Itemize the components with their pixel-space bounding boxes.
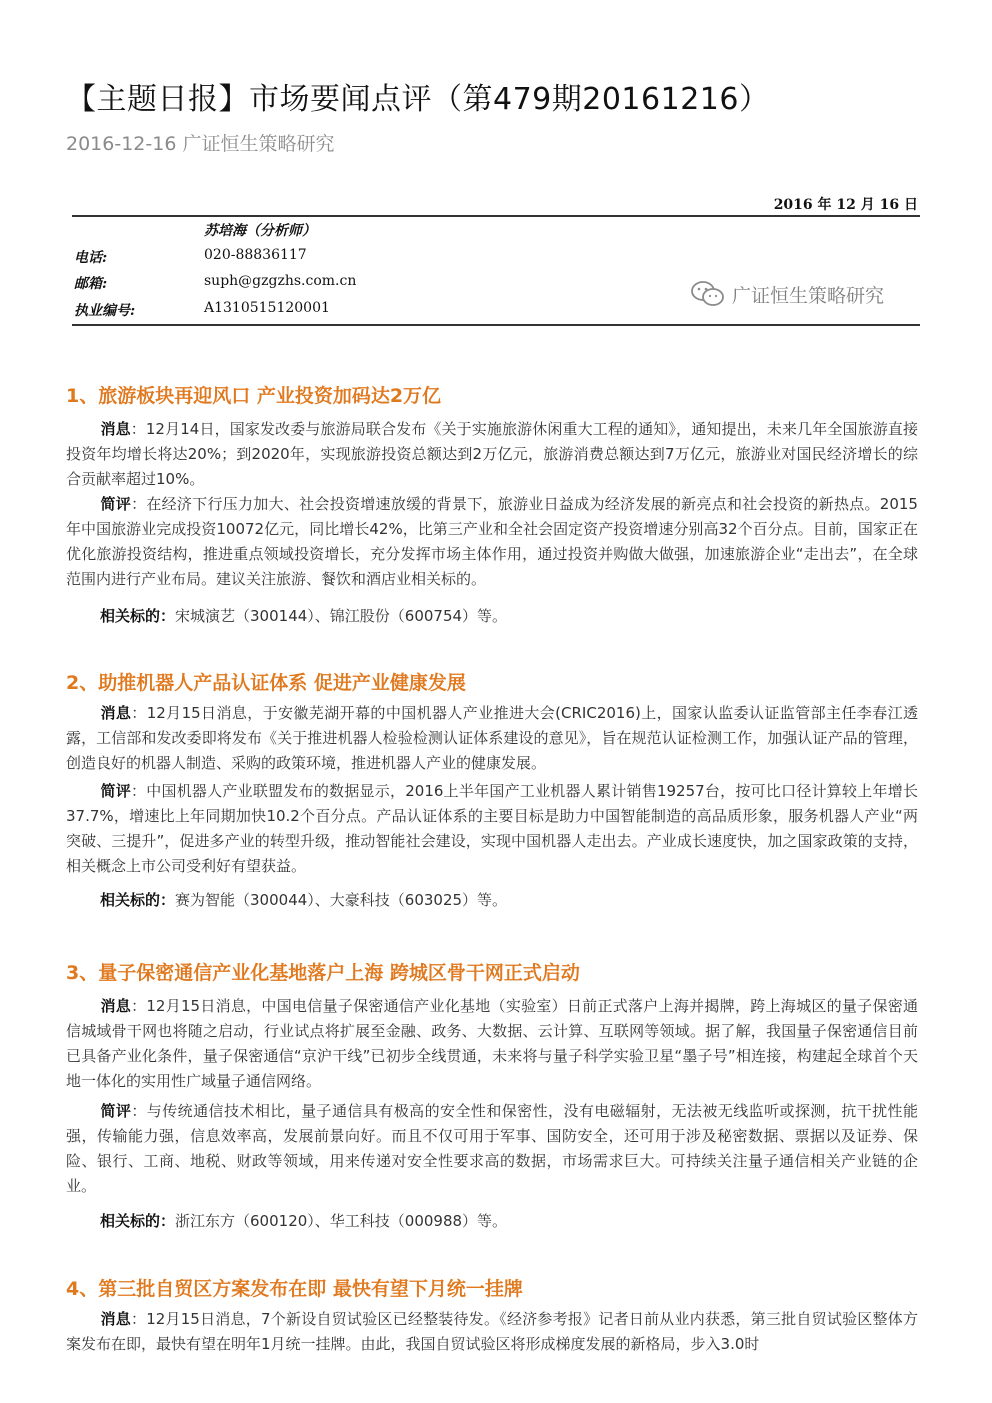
section-3-title: 3、量子保密通信产业化基地落户上海 跨城区骨干网正式启动 bbox=[66, 962, 580, 984]
section-1-related-text: 宋城演艺（300144）、锦江股份（600754）等。 bbox=[175, 607, 508, 625]
section-2-related bbox=[100, 889, 507, 910]
section-3-comment-label: 简评 bbox=[100, 1102, 132, 1120]
wechat-icon bbox=[690, 280, 726, 308]
section-4-news bbox=[66, 1307, 918, 1357]
header-top-rule bbox=[72, 215, 920, 217]
section-1-related bbox=[100, 605, 507, 626]
header-date: 2016 年 12 月 16 日 bbox=[773, 197, 918, 213]
section-2-related-text: 赛为智能（300044）、大豪科技（603025）等。 bbox=[175, 891, 508, 909]
section-2-comment-text: ：中国机器人产业联盟发布的数据显示，2016上半年国产工业机器人累计销售19257台，按可比口径计算较上年增长37.7%，增速比上年同期加快10.2个百分点。产品认证体系的主要目标是助力中国智能制造的高品质形象，服务机器人产业“两突破、三提升”，促进多产业的转型升级，推动智能社会建设，实现中国机器人走出去。产业成长速度快，加之国家政策的支持，相关概念上市公司受利好有望获益。 bbox=[66, 782, 918, 875]
email-value[interactable]: suph@gzgzhs.com.cn bbox=[204, 273, 357, 289]
phone-label: 电话: bbox=[74, 250, 108, 266]
section-3-news-label: 消息 bbox=[100, 997, 132, 1015]
email-label: 邮箱: bbox=[74, 276, 108, 292]
section-2-title: 2、助推机器人产品认证体系 促进产业健康发展 bbox=[66, 672, 466, 694]
section-3-news bbox=[66, 994, 918, 1094]
section-3-comment bbox=[66, 1099, 918, 1199]
section-2-news bbox=[66, 701, 918, 776]
section-1-news-text: ：12月14日，国家发改委与旅游局联合发布《关于实施旅游休闲重大工程的通知》，通知提出，未来几年全国旅游直接投资年均增长将达20%；到2020年，实现旅游投资总额达到2万亿元，旅游消费总额达到7万亿元，旅游业对国民经济增长的综合贡献率超过10%。 bbox=[66, 420, 918, 488]
section-2-comment-label: 简评 bbox=[100, 782, 131, 800]
analyst-name: 苏培海（分析师） bbox=[204, 223, 316, 239]
brand-text: 广证恒生策略研究 bbox=[732, 284, 885, 307]
section-3-related-text: 浙江东方（600120）、华工科技（000988）等。 bbox=[175, 1212, 508, 1230]
report-title: 【主题日报】市场要闻点评（第479期20161216） bbox=[66, 82, 770, 117]
section-4-news-label: 消息 bbox=[100, 1310, 131, 1328]
section-1-comment-label: 简评 bbox=[100, 495, 132, 513]
report-subtitle: 2016-12-16 广证恒生策略研究 bbox=[66, 133, 335, 155]
section-3-related-label: 相关标的： bbox=[100, 1212, 176, 1230]
section-1-comment-text: ：在经济下行压力加大、社会投资增速放缓的背景下，旅游业日益成为经济发展的新亮点和社会投资的新热点。2015年中国旅游业完成投资10072亿元，同比增长42%，比第三产业和全社会固定资产投资增速分别高32个百分点。目前，国家正在优化旅游投资结构，推进重点领域投资增长，充分发挥市场主体作用，通过投资并购做大做强，加速旅游企业“走出去”，在全球范围内进行产业布局。建议关注旅游、餐饮和酒店业相关标的。 bbox=[66, 495, 918, 588]
section-1-news-label: 消息 bbox=[100, 420, 131, 438]
license-label: 执业编号: bbox=[74, 303, 136, 319]
section-1-news bbox=[66, 417, 918, 492]
section-4-news-text: ：12月15日消息，7个新设自贸试验区已经整装待发。《经济参考报》记者日前从业内获悉，第三批自贸试验区整体方案发布在即，最快有望在明年1月统一挂牌。由此，我国自贸试验区将形成梯度发展的新格局，步入3.0时 bbox=[66, 1310, 918, 1353]
section-3-related bbox=[100, 1210, 507, 1231]
license-value: A1310515120001 bbox=[204, 300, 330, 316]
section-2-comment bbox=[66, 779, 918, 879]
section-2-related-label: 相关标的： bbox=[100, 891, 176, 909]
section-1-title: 1、旅游板块再迎风口 产业投资加码达2万亿 bbox=[66, 385, 442, 407]
brand-watermark bbox=[690, 278, 884, 310]
section-3-comment-text: ：与传统通信技术相比，量子通信具有极高的安全性和保密性，没有电磁辐射，无法被无线监听或探测，抗干扰性能强，传输能力强，信息效率高，发展前景向好。而且不仅可用于军事、国防安全，还可用于涉及秘密数据、票据以及证券、保险、银行、工商、地税、财政等领域，用来传递对安全性要求高的数据，市场需求巨大。可持续关注量子通信相关产业链的企业。 bbox=[66, 1102, 918, 1195]
section-2-news-text: ：12月15日消息，于安徽芜湖开幕的中国机器人产业推进大会(CRIC2016)上，国家认监委认证监管部主任李春江透露，工信部和发改委即将发布《关于推进机器人检验检测认证体系建设的意见》，旨在规范认证检测工作，加强认证产品的管理，创造良好的机器人制造、采购的政策环境，推进机器人产业的健康发展。 bbox=[66, 704, 918, 772]
section-1-comment bbox=[66, 492, 918, 592]
section-1-related-label: 相关标的： bbox=[100, 607, 176, 625]
section-3-news-text: ：12月15日消息，中国电信量子保密通信产业化基地（实验室）日前正式落户上海并揭牌，跨上海城区的量子保密通信城域骨干网也将随之启动，行业试点将扩展至金融、政务、大数据、云计算、互联网等领域。据了解，我国量子保密通信目前已具备产业化条件，量子保密通信“京沪干线”已初步全线贯通，未来将与量子科学实验卫星“墨子号”相连接，构建起全球首个天地一体化的实用性广域量子通信网络。 bbox=[66, 997, 918, 1090]
section-2-news-label: 消息 bbox=[100, 704, 132, 722]
phone-value: 020-88836117 bbox=[204, 247, 307, 263]
section-4-title: 4、第三批自贸区方案发布在即 最快有望下月统一挂牌 bbox=[66, 1278, 523, 1300]
header-bottom-rule bbox=[72, 324, 920, 326]
